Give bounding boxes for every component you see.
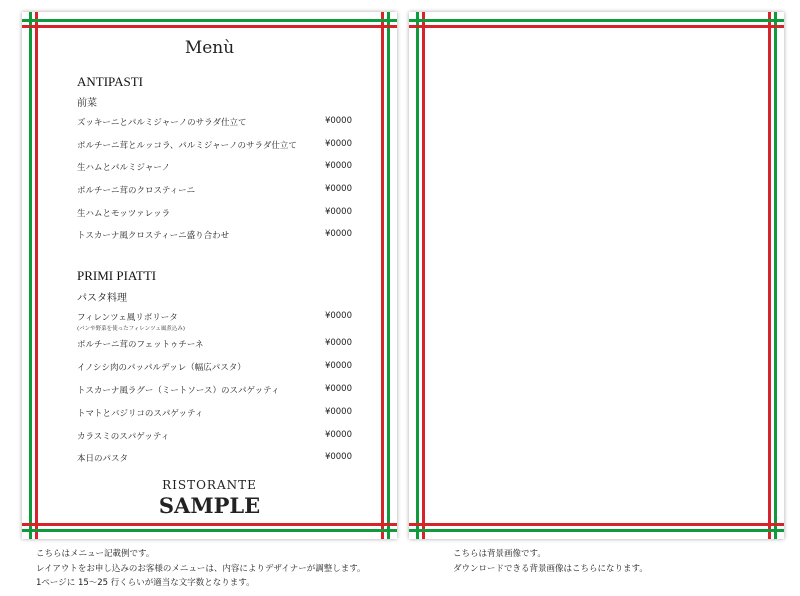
menu-item-name: フィレンツェ風リボリータ <box>77 313 178 323</box>
menu-item-name: トスカーナ風クロスティーニ盛り合わせ <box>77 231 230 241</box>
menu-item-price: ¥0000 <box>324 229 352 239</box>
menu-item <box>77 184 352 196</box>
menu-item <box>77 207 352 219</box>
green-border-stripe <box>416 12 419 539</box>
caption-line: こちらは背景画像です。 <box>453 549 546 559</box>
menu-item-price: ¥0000 <box>324 384 352 394</box>
menu-item <box>77 361 352 373</box>
green-border-stripe <box>22 19 397 22</box>
green-border-stripe <box>409 529 784 532</box>
menu-item <box>77 384 352 396</box>
section-subheading-antipasti: 前菜 <box>77 98 97 109</box>
green-border-stripe <box>29 12 32 539</box>
menu-item-name: ズッキーニとパルミジャーノのサラダ仕立て <box>77 118 247 128</box>
red-border-stripe <box>409 25 784 28</box>
section-heading-primi-piatti: PRIMI PIATTI <box>77 268 157 283</box>
menu-item <box>77 161 352 173</box>
caption-line: ダウンロードできる背景画像はこちらになります。 <box>453 563 648 574</box>
menu-item-price: ¥0000 <box>324 407 352 417</box>
menu-item-name: トマトとバジリコのスパゲッティ <box>77 409 204 419</box>
menu-item-price: ¥0000 <box>324 452 352 462</box>
green-border-stripe <box>774 12 777 539</box>
caption-right <box>453 547 648 576</box>
menu-item-name: ポルチーニ茸のフェットゥチーネ <box>77 340 204 350</box>
menu-item-price: ¥0000 <box>324 361 352 371</box>
menu-item <box>77 116 352 128</box>
red-border-stripe <box>422 12 425 539</box>
menu-item-price: ¥0000 <box>324 207 352 217</box>
menu-item-price: ¥0000 <box>324 184 352 194</box>
menu-item-name: ポルチーニ茸とルッコラ、パルミジャーノのサラダ仕立て <box>77 141 297 151</box>
menu-title: Menù <box>184 38 235 58</box>
brand-name-line2: SAMPLE <box>158 493 261 518</box>
menu-item <box>77 452 352 464</box>
menu-item-name: カラスミのスパゲッティ <box>77 432 170 442</box>
menu-item <box>77 338 352 350</box>
red-border-stripe <box>35 12 38 539</box>
green-border-stripe <box>409 19 784 22</box>
brand-name-line1: RISTORANTE <box>162 478 257 492</box>
menu-item-name: 生ハムとモッツァレッラ <box>77 209 171 219</box>
menu-item <box>77 139 352 151</box>
menu-item <box>77 311 352 332</box>
red-border-stripe <box>22 25 397 28</box>
section-subheading-primi-piatti: パスタ料理 <box>77 293 127 304</box>
caption-line: 1ページに 15〜25 行くらいが適当な文字数となります。 <box>36 578 255 588</box>
menu-item-name: 生ハムとパルミジャーノ <box>77 163 171 173</box>
menu-item-name: 本日のパスタ <box>77 454 129 464</box>
menu-item-price: ¥0000 <box>324 338 352 348</box>
menu-item-name: トスカーナ風ラグー（ミートソース）のスパゲッティ <box>77 386 280 396</box>
menu-item <box>77 407 352 419</box>
background-image-page <box>409 12 784 539</box>
red-border-stripe <box>409 523 784 526</box>
red-border-stripe <box>22 523 397 526</box>
menu-item-price: ¥0000 <box>324 161 352 171</box>
menu-item-name: ポルチーニ茸のクロスティーニ <box>77 186 196 196</box>
menu-item-price: ¥0000 <box>324 311 352 321</box>
menu-page-sample <box>22 12 397 539</box>
menu-item-price: ¥0000 <box>324 139 352 149</box>
caption-line: こちらはメニュー記載例です。 <box>36 549 155 559</box>
section-heading-antipasti: ANTIPASTI <box>77 74 143 89</box>
green-border-stripe <box>22 529 397 532</box>
menu-item-price: ¥0000 <box>324 430 352 440</box>
menu-item-note: (パンや野菜を使ったフィレンツェ風煮込み) <box>77 326 185 332</box>
red-border-stripe <box>381 12 384 539</box>
menu-item <box>77 430 352 442</box>
menu-item-name: イノシシ肉のパッパルデッレ（幅広パスタ） <box>77 363 246 373</box>
red-border-stripe <box>768 12 771 539</box>
green-border-stripe <box>387 12 390 539</box>
caption-line: レイアウトをお申し込みのお客様のメニューは、内容によりデザイナーが調整します。 <box>36 563 366 574</box>
caption-left <box>36 547 366 591</box>
menu-item-price: ¥0000 <box>324 116 352 126</box>
menu-item <box>77 229 352 241</box>
